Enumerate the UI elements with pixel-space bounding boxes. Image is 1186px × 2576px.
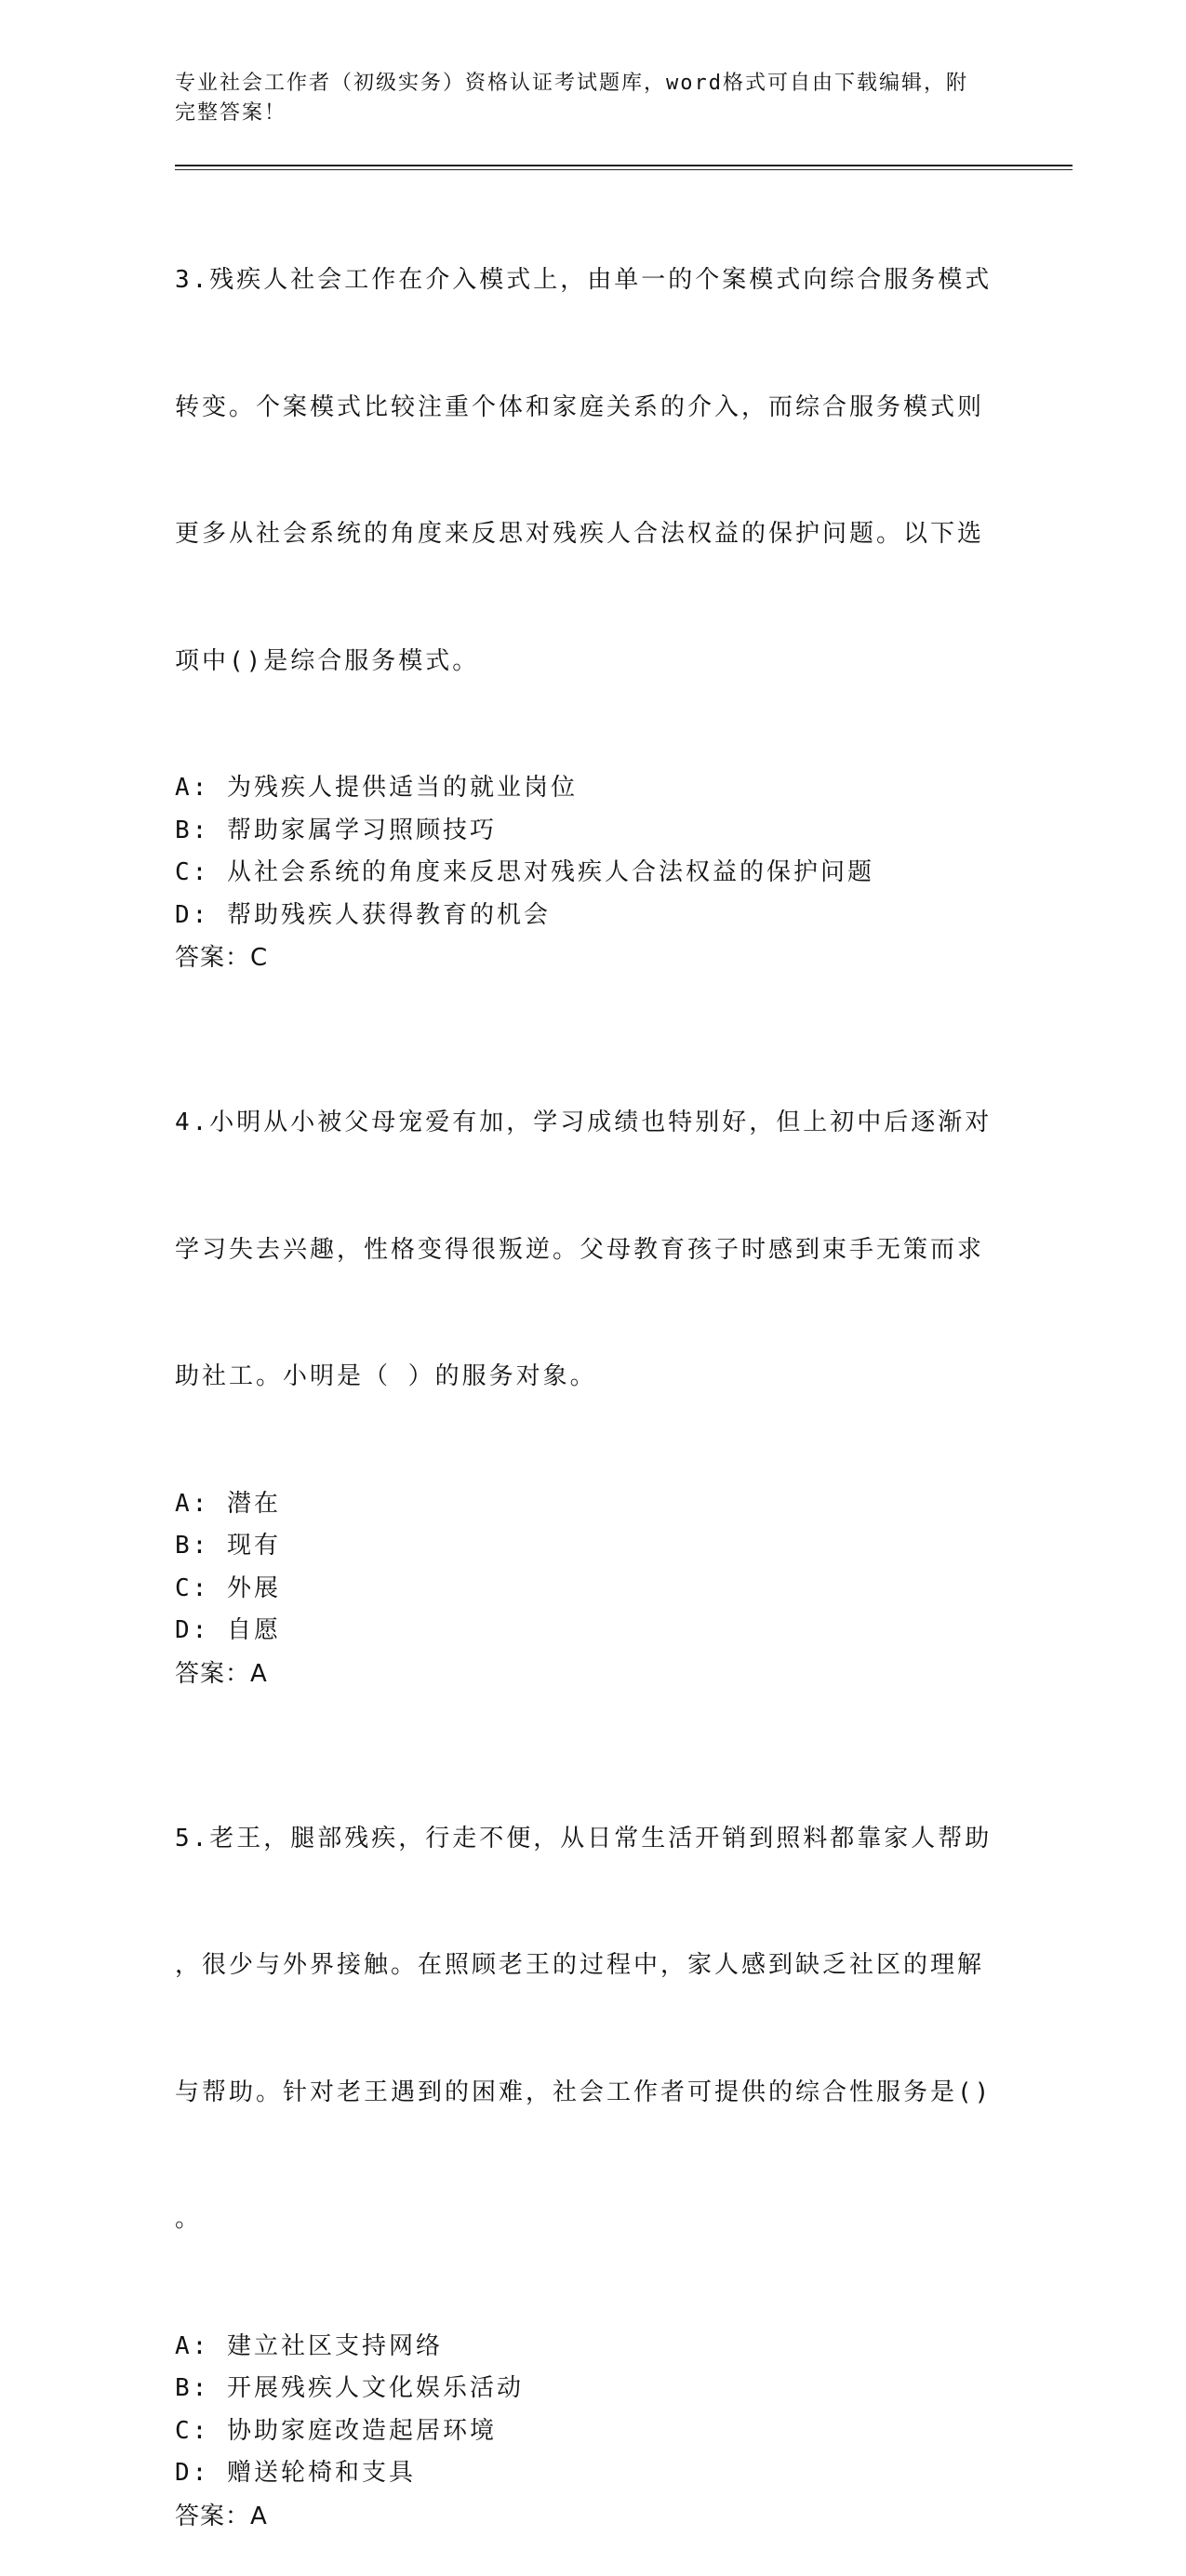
stem-line: ，很少与外界接触。在照顾老王的过程中，家人感到缺乏社区的理解 [175,1951,985,1979]
question-stem [175,175,993,767]
header-divider-thin [175,169,1073,170]
header-divider-thick [175,165,1073,166]
stem-line: 与帮助。针对老王遇到的困难，社会工作者可提供的综合性服务是() [175,2078,993,2106]
answer-line: 答案：C [175,944,269,972]
stem-line: 3.残疾人社会工作在介入模式上，由单一的个案模式向综合服务模式 [175,266,993,294]
option-c: C: 外展 [175,1573,281,1602]
question-list [175,175,993,2576]
question-3 [175,175,993,979]
question-5 [175,1733,993,2538]
stem-line: 转变。个案模式比较注重个体和家庭关系的介入，而综合服务模式则 [175,392,985,421]
header-line-1: 专业社会工作者（初级实务）资格认证考试题库，word格式可自由下载编辑，附 [175,72,968,95]
option-b: B: 现有 [175,1532,281,1560]
stem-line: 项中()是综合服务模式。 [175,646,480,675]
question-stem [175,1733,993,2326]
option-d: D: 赠送轮椅和支具 [175,2459,416,2487]
option-c: C: 协助家庭改造起居环境 [175,2416,497,2445]
option-b: B: 帮助家属学习照顾技巧 [175,816,497,844]
question-4 [175,1017,993,1695]
option-a: A: 为残疾人提供适当的就业岗位 [175,774,578,802]
stem-line: 4.小明从小被父母宠爱有加，学习成绩也特别好，但上初中后逐渐对 [175,1109,993,1136]
option-d: D: 自愿 [175,1616,281,1644]
option-c: C: 从社会系统的角度来反思对残疾人合法权益的保护问题 [175,858,874,886]
document-header [175,69,993,128]
stem-line: 更多从社会系统的角度来反思对残疾人合法权益的保护问题。以下选 [175,520,985,548]
stem-line: 。 [175,2205,203,2233]
question-stem [175,1017,993,1483]
option-a: A: 建立社区支持网络 [175,2331,443,2360]
option-a: A: 潜在 [175,1489,281,1518]
answer-line: 答案：A [175,1659,268,1688]
stem-line: 5.老王，腿部残疾，行走不便，从日常生活开销到照料都靠家人帮助 [175,1824,993,1852]
header-line-2: 完整答案！ [175,101,287,125]
stem-line: 学习失去兴趣，性格变得很叛逆。父母教育孩子时感到束手无策而求 [175,1235,985,1264]
answer-line: 答案：A [175,2502,268,2530]
option-b: B: 开展残疾人文化娱乐活动 [175,2374,524,2402]
stem-line: 助社工。小明是（ ）的服务对象。 [175,1362,597,1390]
option-d: D: 帮助残疾人获得教育的机会 [175,900,551,929]
